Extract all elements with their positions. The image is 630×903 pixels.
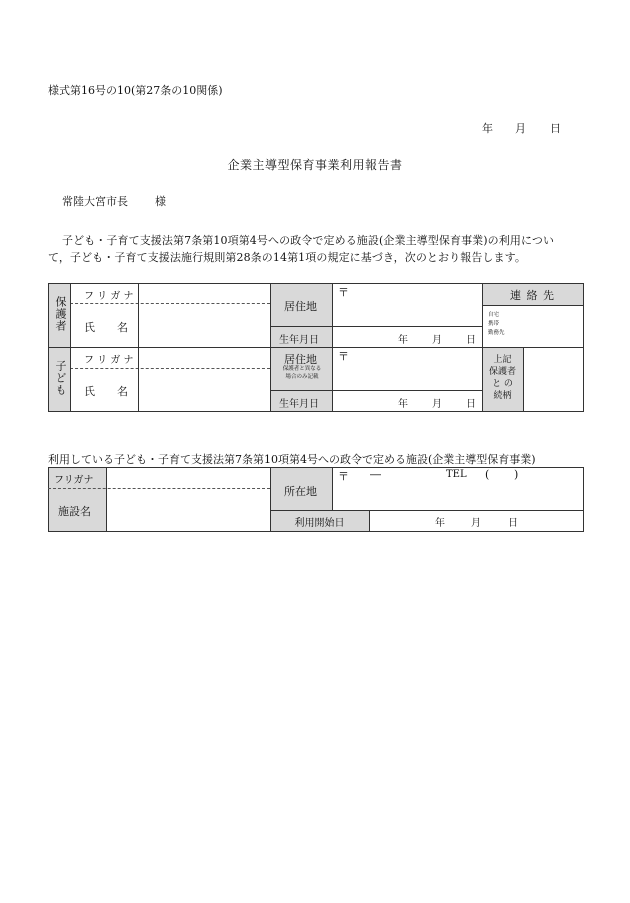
child-postal-mark: 〒 <box>338 350 349 363</box>
relation-label-line4: 続柄 <box>493 391 512 401</box>
child-address-field[interactable] <box>333 348 481 389</box>
facility-postal-dash: ― <box>370 468 381 481</box>
facility-start-date-label: 利用開始日 <box>294 518 345 529</box>
facility-start-date-field[interactable] <box>370 511 583 531</box>
addressee: 常陸大宮市長 <box>62 195 128 208</box>
facility-table-caption: 利用している子ども・子育て支援法第7条第10項第4号への政令で定める施設(企業主導型保育事業) <box>48 453 536 466</box>
guardian-birth-year: 年 <box>398 335 408 346</box>
child-birth-month: 月 <box>432 399 442 410</box>
date-year-label: 年 <box>482 122 493 135</box>
facility-tel-paren-close: ) <box>514 468 519 481</box>
guardian-section-label: 保護者 <box>54 296 67 332</box>
facility-start-day: 日 <box>508 518 518 529</box>
form-number: 様式第16号の10(第27条の10関係) <box>48 84 223 97</box>
body-text-line2: て，子ども・子育て支援法施行規則第28条の14第1項の規定に基づき，次のとおり報告します。 <box>48 251 526 264</box>
relation-label-line3: と の <box>492 379 513 389</box>
facility-location-label: 所在地 <box>284 485 317 498</box>
child-furigana-field[interactable] <box>139 348 269 367</box>
facility-name-label: 施設名 <box>58 505 91 518</box>
guardian-name-label: 氏 名 <box>84 321 128 334</box>
child-birth-year: 年 <box>398 399 408 410</box>
relation-field[interactable] <box>524 348 583 411</box>
child-furigana-label: フ リ ガ ナ <box>84 355 134 366</box>
contact-work-label: 勤務先 <box>488 330 505 336</box>
date-month-label: 月 <box>515 122 526 135</box>
child-birth-day: 日 <box>466 399 476 410</box>
guardian-furigana-label: フ リ ガ ナ <box>84 291 134 302</box>
child-address-note-line1: 保護者と異なる <box>282 366 322 372</box>
guardian-birthdate-label: 生年月日 <box>279 335 319 346</box>
child-birthdate-label: 生年月日 <box>279 399 319 410</box>
facility-name-field[interactable] <box>107 490 269 530</box>
child-name-field[interactable] <box>139 369 269 410</box>
honorific: 様 <box>155 195 166 208</box>
guardian-name-field[interactable] <box>139 305 269 346</box>
guardian-address-label: 居住地 <box>284 300 317 313</box>
facility-location-field[interactable] <box>333 468 583 509</box>
facility-postal-mark: 〒 <box>338 470 349 483</box>
guardian-address-field[interactable] <box>333 284 481 325</box>
body-text-line1: 子ども・子育て支援法第7条第10項第4号への政令で定める施設(企業主導型保育事業)の利用につい <box>62 234 555 247</box>
guardian-postal-mark: 〒 <box>338 286 349 299</box>
relation-label-line1: 上記 <box>493 355 512 365</box>
guardian-birth-month: 月 <box>432 335 442 346</box>
document-title: 企業主導型保育事業利用報告書 <box>227 158 403 172</box>
facility-furigana-label: フリガナ <box>54 475 94 486</box>
facility-tel-paren-open: ( <box>485 468 490 481</box>
child-address-label: 居住地 <box>284 353 317 366</box>
facility-tel-label: TEL <box>446 469 467 480</box>
facility-start-year: 年 <box>435 518 445 529</box>
child-section-label: 子ども <box>54 360 67 396</box>
guardian-furigana-field[interactable] <box>139 284 269 302</box>
contact-header: 連 絡 先 <box>510 289 555 302</box>
date-day-label: 日 <box>550 122 561 135</box>
child-name-label: 氏 名 <box>84 385 128 398</box>
guardian-birth-day: 日 <box>466 335 476 346</box>
child-address-note-line2: 場合のみ記載 <box>285 374 319 380</box>
contact-home-label: 自宅 <box>488 312 500 318</box>
facility-start-month: 月 <box>471 518 481 529</box>
facility-furigana-field[interactable] <box>107 468 269 487</box>
relation-label-line2: 保護者 <box>488 367 516 377</box>
contact-field[interactable] <box>483 306 583 346</box>
contact-mobile-label: 携帯 <box>488 321 500 327</box>
